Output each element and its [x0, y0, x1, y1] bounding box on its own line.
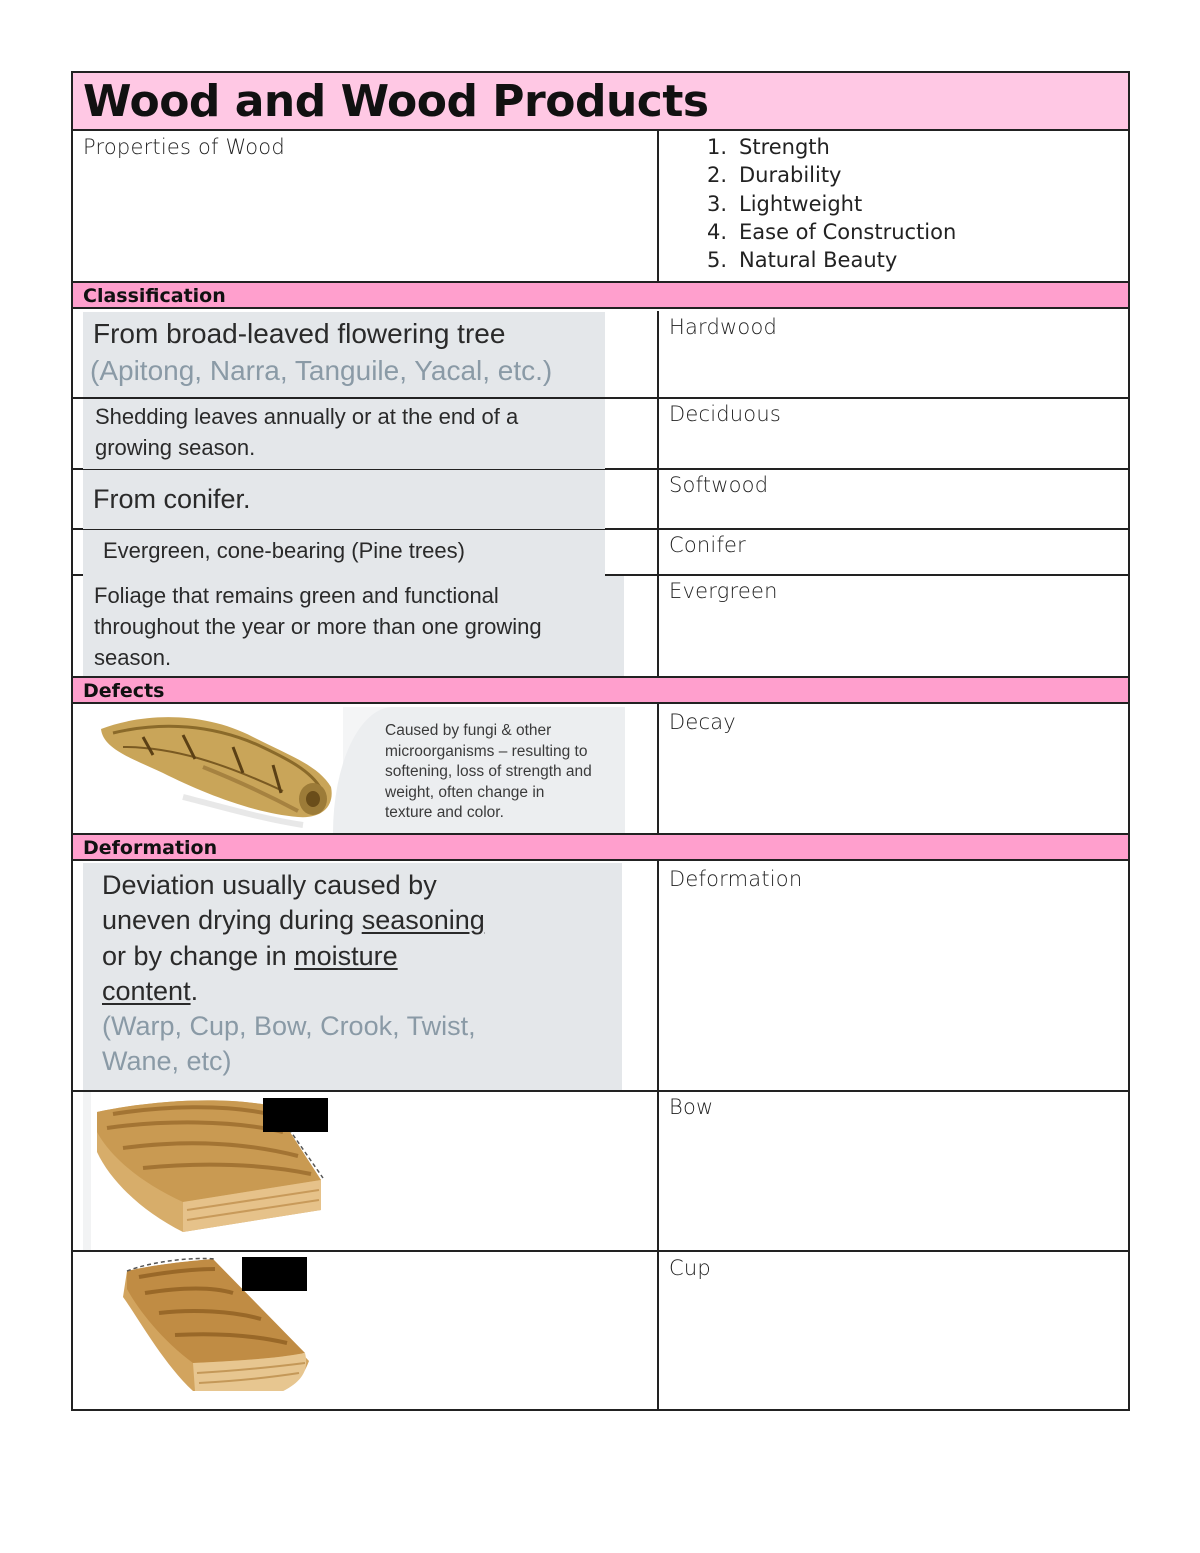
decay-description: Caused by fungi & other microorganisms – resulting to softening, loss of strength and weight, often change in texture and color. [385, 722, 592, 821]
softwood-description-box [83, 470, 605, 529]
deformation-description-box [83, 863, 622, 1090]
section-heading: Classification [83, 285, 226, 307]
deciduous-description-line: Shedding leaves annually or at the end of a [95, 404, 519, 429]
list-item: 4. Ease of Construction [706, 219, 957, 244]
page-title: Wood and Wood Products [83, 76, 709, 127]
bow-image-panel [83, 1092, 328, 1252]
term-decay: Decay [669, 710, 736, 734]
term-softwood: Softwood [669, 473, 769, 497]
conifer-description: Evergreen, cone-bearing (Pine trees) [103, 538, 465, 563]
decayed-wood-image [83, 707, 343, 833]
evergreen-description-line: throughout the year or more than one growing [94, 614, 542, 639]
section-deformation [73, 833, 1128, 861]
term-hardwood: Hardwood [669, 315, 778, 339]
softwood-description: From conifer. [93, 484, 251, 514]
evergreen-description-line: season. [94, 645, 172, 670]
section-heading: Deformation [83, 837, 218, 859]
row-divider [73, 1250, 1128, 1252]
column-divider [657, 131, 659, 283]
term-deformation: Deformation [669, 867, 803, 891]
term-cup: Cup [669, 1256, 711, 1280]
conifer-description-box [83, 530, 605, 576]
list-item: 2. Durability [706, 163, 842, 188]
list-item: 3. Lightweight [706, 191, 863, 216]
section-heading: Defects [83, 680, 165, 702]
list-item: 1. Strength [706, 135, 830, 159]
list-item: 5. Natural Beauty [706, 248, 898, 273]
section-classification [73, 281, 1128, 309]
worksheet-table [71, 71, 1130, 1411]
cup-image-panel [83, 1253, 327, 1409]
title-band [73, 73, 1128, 131]
properties-list [703, 133, 956, 274]
hardwood-description: From broad-leaved flowering tree [93, 318, 506, 349]
term-bow: Bow [669, 1095, 714, 1119]
deciduous-description-line: growing season. [95, 435, 256, 460]
deciduous-description-box [83, 399, 605, 469]
evergreen-description-box [83, 576, 624, 676]
term-deciduous: Deciduous [669, 402, 782, 426]
redaction-block [263, 1098, 328, 1132]
properties-label: Properties of Wood [83, 135, 285, 159]
section-defects [73, 676, 1128, 704]
hardwood-description-box [83, 312, 605, 397]
term-evergreen: Evergreen [669, 579, 778, 603]
deformation-description: Deviation usually caused by uneven drying during seasoning or by change in moisture content. (Warp, Cup, Bow, Crook, Twist, Wane, etc) [102, 870, 485, 1077]
decay-image-panel [83, 707, 625, 833]
term-conifer: Conifer [669, 533, 747, 557]
hardwood-examples: (Apitong, Narra, Tanguile, Yacal, etc.) [90, 355, 553, 386]
evergreen-description-line: Foliage that remains green and functional [94, 583, 499, 608]
redaction-block [242, 1257, 307, 1291]
